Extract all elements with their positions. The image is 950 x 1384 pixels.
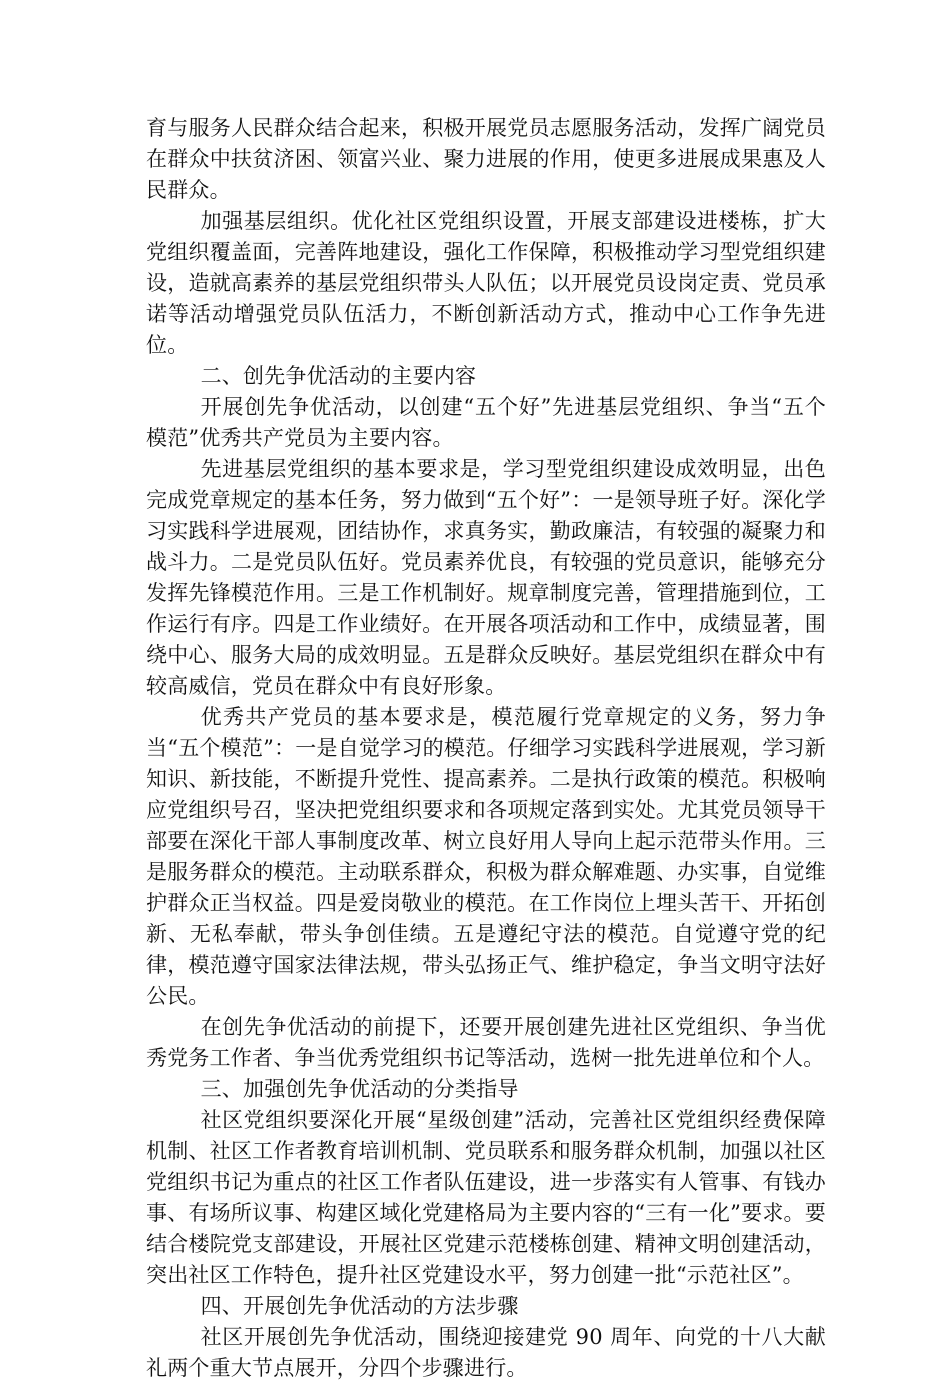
paragraph-five-models: 优秀共产党员的基本要求是，模范履行党章规定的义务，努力争当“五个模范”：一是自觉学习的模范。仔细学习实践科学进展观，学习新知识、新技能，不断提升党性、提高素养。二是执行政策的模范。积极响应党组织号召，坚决把党组织要求和各项规定落到实处。尤其党员领导干部要在深化干部人事制度改革、树立良好用人导向上起示范带头作用。三是服务群众的模范。主动联系群众，积极为群众解难题、办实事，自觉维护群众正当权益。四是爱岗敬业的模范。在工作岗位上埋头苦干、开拓创新、无私奉献，带头争创佳绩。五是遵纪守法的模范。自觉遵守党的纪律，模范遵守国家法律法规，带头弘扬正气、维护稳定，争当文明守法好公民。	[146, 705, 826, 1008]
section-heading-3: 三、加强创先争优活动的分类指导	[200, 1077, 519, 1101]
section-heading-2: 二、创先争优活动的主要内容	[200, 364, 477, 388]
paragraph-advanced-units: 在创先争优活动的前提下，还要开展创建先进社区党组织、争当优秀党务工作者、争当优秀党组织书记等活动，选树一批先进单位和个人。	[146, 1015, 826, 1070]
paragraph-main-content: 开展创先争优活动，以创建“五个好”先进基层党组织、争当“五个模范”优秀共产党员为主要内容。	[146, 395, 826, 450]
paragraph-strengthen-grassroots: 加强基层组织。优化社区党组织设置，开展支部建设进楼栋，扩大党组织覆盖面，完善阵地建设，强化工作保障，积极推动学习型党组织建设，造就高素养的基层党组织带头人队伍；以开展党员设岗定责、党员承诺等活动增强党员队伍活力，不断创新活动方式，推动中心工作争先进位。	[146, 209, 826, 357]
paragraph-continuation: 育与服务人民群众结合起来，积极开展党员志愿服务活动，发挥广阔党员在群众中扶贫济困、领富兴业、聚力进展的作用，使更多进展成果惠及人民群众。	[146, 116, 826, 202]
paragraph-star-creation: 社区党组织要深化开展“星级创建”活动，完善社区党组织经费保障机制、社区工作者教育培训机制、党员联系和服务群众机制，加强以社区党组织书记为重点的社区工作者队伍建设，进一步落实有人管事、有钱办事、有场所议事、构建区域化党建格局为主要内容的“三有一化”要求。要结合楼院党支部建设，开展社区党建示范楼栋创建、精神文明创建活动，突出社区工作特色，提升社区党建设水平，努力创建一批“示范社区”。	[146, 1108, 826, 1287]
document-body	[146, 113, 826, 1384]
paragraph-four-steps: 社区开展创先争优活动，围绕迎接建党 90 周年、向党的十八大献礼两个重大节点展开，分四个步骤进行。	[146, 1325, 826, 1380]
paragraph-five-goods: 先进基层党组织的基本要求是，学习型党组织建设成效明显，出色完成党章规定的基本任务，努力做到“五个好”：一是领导班子好。深化学习实践科学进展观，团结协作，求真务实，勤政廉洁，有较强的凝聚力和战斗力。二是党员队伍好。党员素养优良，有较强的党员意识，能够充分发挥先锋模范作用。三是工作机制好。规章制度完善，管理措施到位，工作运行有序。四是工作业绩好。在开展各项活动和工作中，成绩显著，围绕中心、服务大局的成效明显。五是群众反映好。基层党组织在群众中有较高威信，党员在群众中有良好形象。	[146, 457, 826, 698]
section-heading-4: 四、开展创先争优活动的方法步骤	[200, 1294, 519, 1318]
